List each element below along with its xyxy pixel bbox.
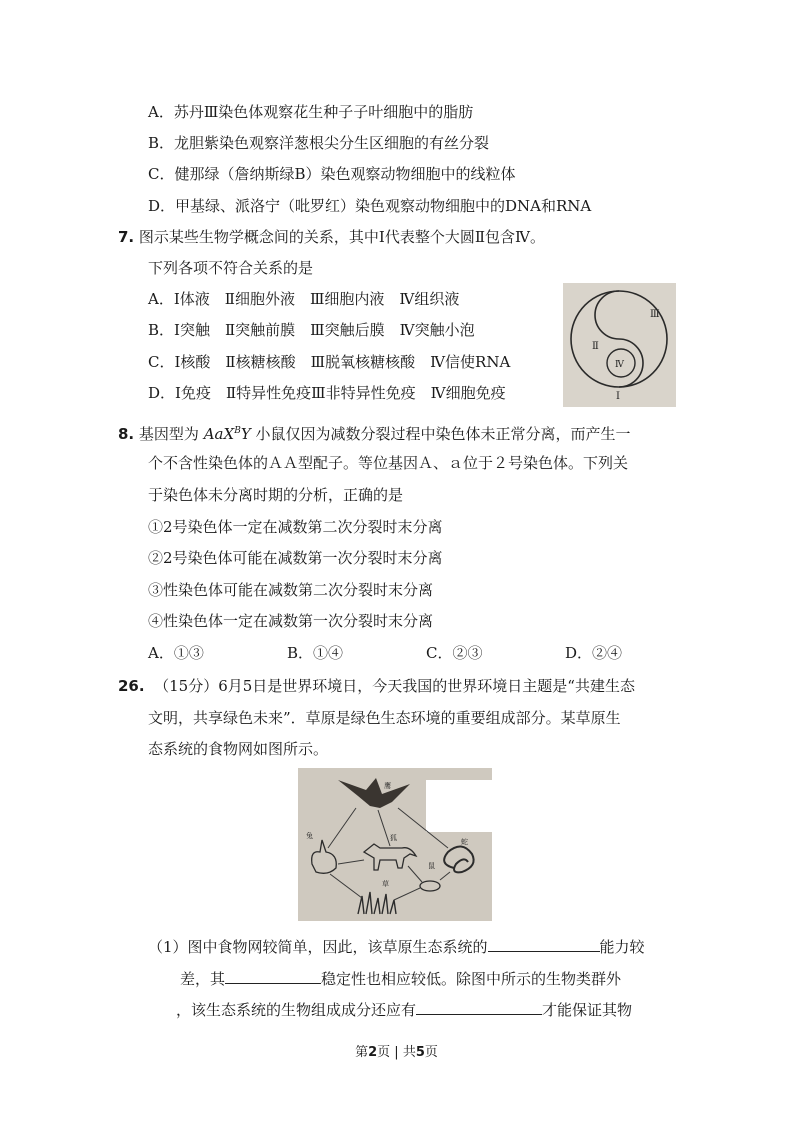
q26-stem-line2: 文明，共享绿色未来”．草原是绿色生态环境的重要组成部分。某草原生 [148,709,621,727]
grass-icon [358,892,396,914]
q8-stem-line3: 于染色体未分离时期的分析，正确的是 [148,486,404,504]
q7-stem-line1: 图示某些生物学概念间的关系，其中Ⅰ代表整个大圆Ⅱ包含Ⅳ。 [138,228,546,246]
q26-stem-line1: （15分）6月5日是世界环境日，今天我国的世界环境日主题是“共建生态 [154,677,635,695]
snake-icon [444,846,473,872]
label-II: Ⅱ [592,341,599,352]
blank-patch [426,780,492,832]
rabbit-icon [312,840,337,873]
q7-stem-line2: 下列各项不符合关系的是 [148,259,314,277]
answer-blank-1[interactable] [488,935,600,952]
q26-sub1-e: ，该生态系统的生物组成成分还应有 [176,1001,417,1019]
q7-number: 7. [118,228,135,246]
page-footer [0,1041,793,1060]
q8-item-1: ①2号染色体一定在减数第二次分裂时末分离 [148,518,443,536]
q8-stem-post: 小鼠仅因为减数分裂过程中染色体未正常分离，而产生一 [255,425,631,443]
label-grass: 草 [382,880,389,888]
food-web-figure [298,768,492,921]
q6-option-a: A．苏丹Ⅲ染色体观察花生种子子叶细胞中的脂肪 [148,103,474,121]
q7-stem [118,227,545,247]
footer-mid: 页 | 共 [377,1045,416,1060]
q8-genotype-a: AaX [203,425,235,443]
q7-option-a: A．Ⅰ体液 Ⅱ细胞外液 Ⅲ细胞内液 Ⅳ组织液 [148,290,460,308]
q8-item-4: ④性染色体一定在减数第一次分裂时末分离 [148,612,434,630]
q8-option-d: D．②④ [565,644,623,662]
q7-option-d: D．Ⅰ免疫 Ⅱ特异性免疫Ⅲ非特异性免疫 Ⅳ细胞免疫 [148,384,506,402]
footer-total-pages: 5 [415,1045,425,1060]
q26-sub1-a: （1）图中食物网较简单，因此，该草原生态系统的 [148,938,488,956]
label-III: Ⅲ [650,309,660,320]
circle-divider [595,291,643,387]
label-IV: Ⅳ [615,360,624,370]
label-rabbit: 兔 [306,832,313,840]
q26-sub1-line3 [176,998,632,1020]
footer-pre: 第 [355,1045,369,1060]
q7-option-c: C．Ⅰ核酸 Ⅱ核糖核酸 Ⅲ脱氧核糖核酸 Ⅳ信使RNA [148,353,511,371]
q8-number: 8. [118,425,135,443]
q26-sub1-b: 能力较 [599,938,645,956]
q26-number: 26. [118,677,145,695]
q8-option-c: C．②③ [426,644,483,662]
footer-post: 页 [424,1045,438,1060]
q26-sub1-c: 差，其 [180,970,226,988]
q8-genotype-y: Y [240,425,251,443]
q26-stem [118,676,635,696]
answer-blank-2[interactable] [225,967,321,984]
q6-option-b: B．龙胆紫染色观察洋葱根尖分生区细胞的有丝分裂 [148,134,490,152]
q26-sub1-line1 [148,935,645,957]
q7-option-b: B．Ⅰ突触 Ⅱ突触前膜 Ⅲ突触后膜 Ⅳ突触小泡 [148,321,475,339]
label-eagle: 鹰 [384,782,391,790]
q8-stem [118,421,631,444]
concept-diagram [563,283,676,407]
q26-sub1-f: 才能保证其物 [542,1001,633,1019]
q8-item-3: ③性染色体可能在减数第二次分裂时末分离 [148,581,434,599]
label-snake: 蛇 [461,838,468,846]
label-fox: 狐 [390,834,397,842]
q26-sub1-d: 稳定性也相应较低。除图中所示的生物类群外 [321,970,622,988]
q8-item-2: ②2号染色体可能在减数第一次分裂时末分离 [148,549,443,567]
q6-option-d: D．甲基绿、派洛宁（吡罗红）染色观察动物细胞中的DNA和RNA [148,197,592,215]
label-mouse: 鼠 [428,862,435,870]
q8-stem-pre: 基因型为 [138,425,199,443]
q8-option-a: A．①③ [148,644,204,662]
q26-stem-line3: 态系统的食物网如图所示。 [148,740,329,758]
q8-stem-line2: 个不含性染色体的ＡＡ型配子。等位基因Ａ、ａ位于２号染色体。下列关 [148,454,629,472]
q26-sub1-line2 [180,967,621,989]
footer-page-number: 2 [368,1045,378,1060]
q8-genotype-sup: B [234,426,241,436]
mouse-icon [420,881,440,891]
label-I: Ⅰ [616,391,620,402]
q8-option-b: B．①④ [287,644,344,662]
answer-blank-3[interactable] [416,998,542,1015]
q7-concept-figure [563,283,676,407]
eagle-icon [338,778,410,808]
q6-option-c: C．健那绿（詹纳斯绿B）染色观察动物细胞中的线粒体 [148,165,516,183]
food-web-diagram [298,768,492,921]
